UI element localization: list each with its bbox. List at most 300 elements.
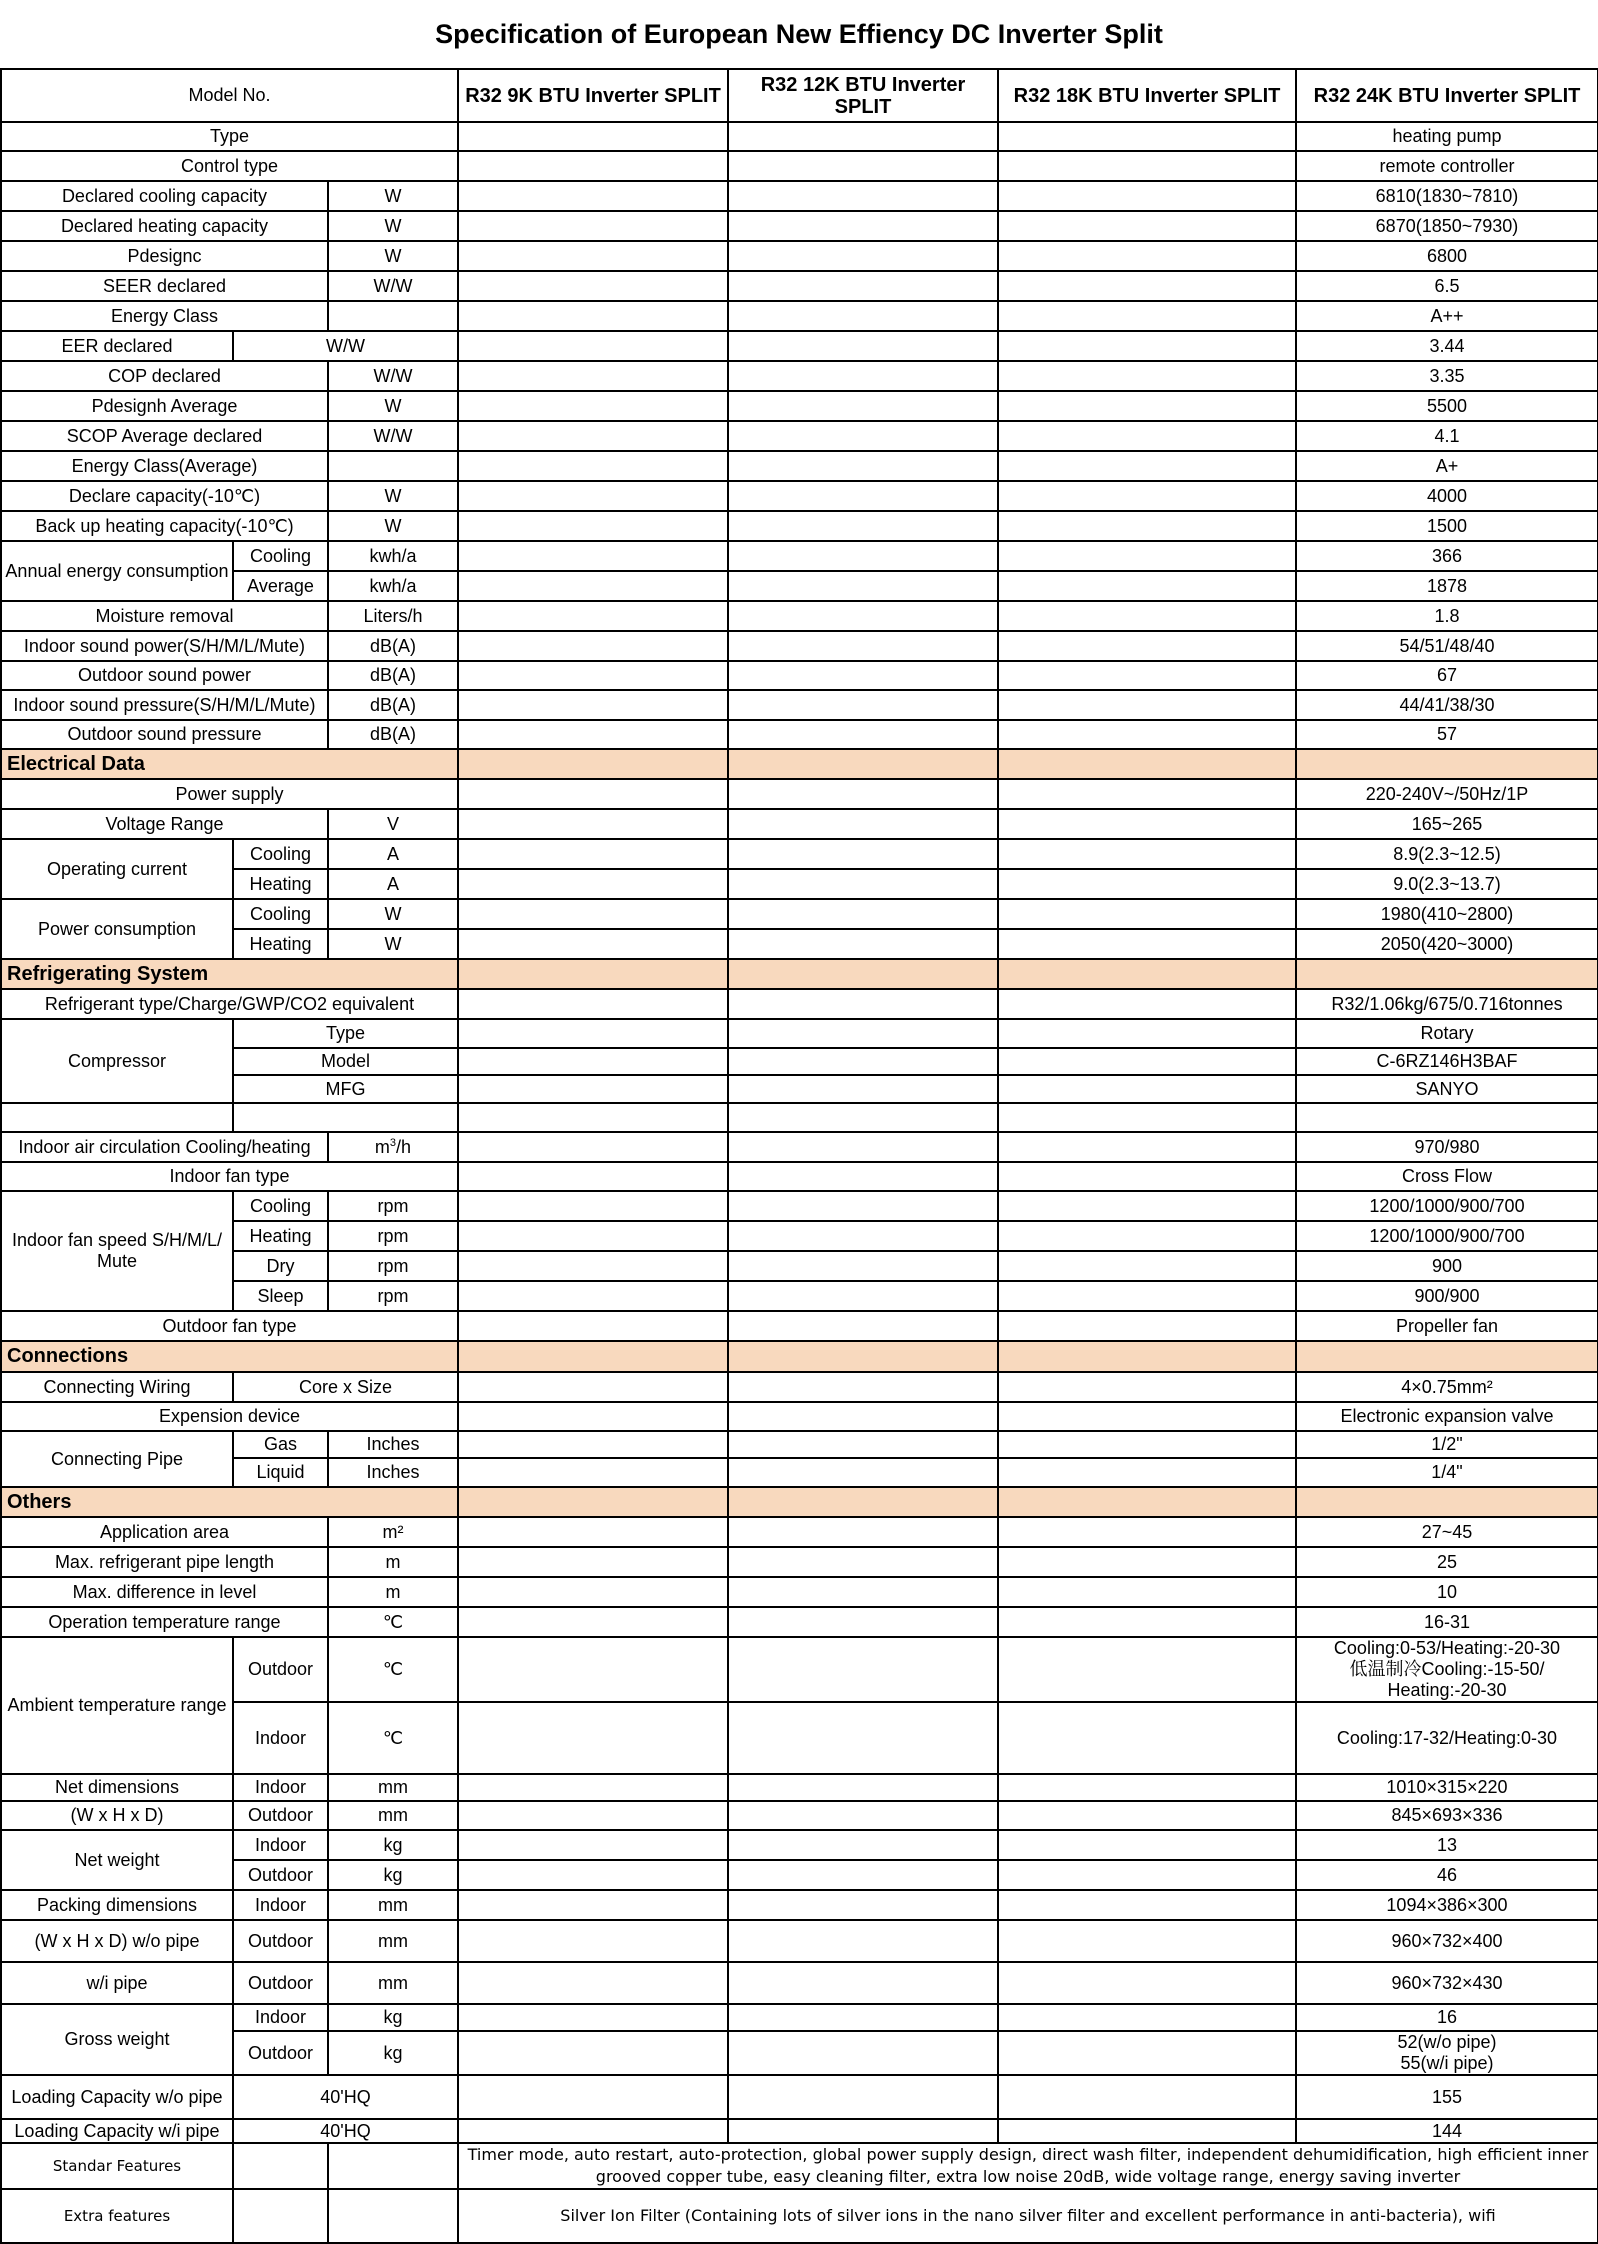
feature-text: Silver Ion Filter (Containing lots of silver ions in the nano silver filter and excellent performance in anti-bacteria), wifi — [458, 2189, 1598, 2243]
spec-row-sleep — [1, 1281, 1598, 1311]
spec-row-control-type — [1, 151, 1598, 181]
spec-row-outdoor-sound-pressure — [1, 720, 1598, 749]
row-label: Outdoor sound pressure — [1, 720, 328, 749]
model-header-2: R32 12K BTU Inverter SPLIT — [728, 69, 998, 122]
sub-label: Indoor — [233, 1774, 328, 1801]
model-cell-empty — [458, 1191, 728, 1221]
model-cell-empty — [728, 749, 998, 779]
model-cell-empty — [998, 601, 1296, 631]
model-cell-empty — [728, 809, 998, 839]
unit-cell: mm — [328, 1774, 458, 1801]
unit-cell: ℃ — [328, 1702, 458, 1774]
model-cell-empty — [998, 1702, 1296, 1774]
unit-cell: 40'HQ — [233, 2119, 458, 2143]
value-24k: 5500 — [1296, 391, 1598, 421]
unit-cell: Inches — [328, 1431, 458, 1458]
unit-cell: dB(A) — [328, 631, 458, 661]
model-cell-empty — [998, 1458, 1296, 1487]
model-cell-empty — [728, 1402, 998, 1431]
unit-cell: rpm — [328, 1191, 458, 1221]
value-24k: Cooling:0-53/Heating:-20-30 低温制冷Cooling:-15-50/ Heating:-20-30 — [1296, 1637, 1598, 1702]
spec-table — [0, 68, 1598, 2244]
unit-cell: Inches — [328, 1458, 458, 1487]
model-cell-empty — [458, 1431, 728, 1458]
row-label: EER declared — [1, 331, 233, 361]
sub-label: Outdoor — [233, 2031, 328, 2075]
blank-cell — [233, 2143, 328, 2189]
spec-row-moisture-removal — [1, 601, 1598, 631]
model-cell-empty — [458, 1860, 728, 1890]
model-cell-empty — [728, 899, 998, 929]
row-label: Power supply — [1, 779, 458, 809]
sub-label: Outdoor — [233, 1962, 328, 2004]
spec-row-indoor-sound-power-s-h-m-l-mute — [1, 631, 1598, 661]
row-label: COP declared — [1, 361, 328, 391]
row-label: Control type — [1, 151, 458, 181]
model-cell-empty — [728, 2119, 998, 2143]
model-cell-empty — [458, 1103, 728, 1132]
model-cell-empty — [728, 1221, 998, 1251]
spec-row-max-difference-in-level — [1, 1577, 1598, 1607]
value-24k: 8.9(2.3~12.5) — [1296, 839, 1598, 869]
sub-label: Outdoor — [233, 1637, 328, 1702]
spec-row-average — [1, 571, 1598, 601]
spec-row-power-supply — [1, 779, 1598, 809]
model-cell-empty — [998, 1221, 1296, 1251]
row-label: Type — [1, 122, 458, 151]
spec-row-type — [1, 122, 1598, 151]
unit-cell — [328, 1132, 458, 1162]
model-cell-empty — [728, 1607, 998, 1637]
model-cell-empty — [728, 720, 998, 749]
spec-row-pdesignc — [1, 241, 1598, 271]
model-cell-empty — [998, 989, 1296, 1019]
value-24k: 1010×315×220 — [1296, 1774, 1598, 1801]
model-cell-empty — [458, 1251, 728, 1281]
model-cell-empty — [458, 122, 728, 151]
model-cell-empty — [998, 451, 1296, 481]
model-cell-empty — [998, 571, 1296, 601]
model-cell-empty — [458, 2031, 728, 2075]
sub-label: Outdoor — [233, 1920, 328, 1962]
model-cell-empty — [458, 2075, 728, 2119]
blank-cell — [328, 2189, 458, 2243]
unit-cell: W/W — [328, 271, 458, 301]
sub-label: Liquid — [233, 1458, 328, 1487]
model-cell-empty — [998, 779, 1296, 809]
spec-row-application-area — [1, 1517, 1598, 1547]
value-24k: 54/51/48/40 — [1296, 631, 1598, 661]
row-label: Connecting Pipe — [1, 1431, 233, 1487]
model-cell-empty — [998, 1281, 1296, 1311]
value-24k: 366 — [1296, 541, 1598, 571]
model-cell-empty — [728, 1962, 998, 2004]
value-24k: 6810(1830~7810) — [1296, 181, 1598, 211]
row-label: Pdesignc — [1, 241, 328, 271]
model-cell-empty — [998, 1311, 1296, 1341]
value-24k: heating pump — [1296, 122, 1598, 151]
model-cell-empty — [458, 331, 728, 361]
sub-label: Cooling — [233, 839, 328, 869]
value-24k: Cooling:17-32/Heating:0-30 — [1296, 1702, 1598, 1774]
value-24k: 900 — [1296, 1251, 1598, 1281]
model-cell-empty — [998, 899, 1296, 929]
spec-row-loading-capacity-w-i-pipe — [1, 2119, 1598, 2143]
model-cell-empty — [998, 1860, 1296, 1890]
sub-label: Heating — [233, 929, 328, 959]
value-24k: 4000 — [1296, 481, 1598, 511]
model-header-1: R32 9K BTU Inverter SPLIT — [458, 69, 728, 122]
model-cell-empty — [998, 1607, 1296, 1637]
row-label: Indoor sound power(S/H/M/L/Mute) — [1, 631, 328, 661]
spec-row-w-i-pipe — [1, 1962, 1598, 2004]
spec-row-packing-dimensions — [1, 1890, 1598, 1920]
value-24k: 1/2" — [1296, 1431, 1598, 1458]
model-cell-empty — [728, 1577, 998, 1607]
value-24k: C-6RZ146H3BAF — [1296, 1048, 1598, 1075]
model-cell-empty — [728, 1281, 998, 1311]
model-cell-empty — [458, 1702, 728, 1774]
model-cell-empty — [728, 122, 998, 151]
model-cell-empty — [728, 989, 998, 1019]
model-cell-empty — [458, 1311, 728, 1341]
sub-label: Dry — [233, 1251, 328, 1281]
model-cell-empty — [458, 1547, 728, 1577]
model-header-4: R32 24K BTU Inverter SPLIT — [1296, 69, 1598, 122]
model-cell-empty — [728, 181, 998, 211]
model-cell-empty — [458, 1132, 728, 1162]
row-label: Ambient temperature range — [1, 1637, 233, 1774]
row-label: Indoor air circulation Cooling/heating — [1, 1132, 328, 1162]
model-cell-empty — [998, 541, 1296, 571]
model-cell-empty — [998, 122, 1296, 151]
unit-cell — [328, 451, 458, 481]
row-label: Loading Capacity w/i pipe — [1, 2119, 233, 2143]
value-24k: 144 — [1296, 2119, 1598, 2143]
model-cell-empty — [998, 1547, 1296, 1577]
spec-row-outdoor-sound-power — [1, 661, 1598, 690]
row-label: Energy Class(Average) — [1, 451, 328, 481]
value-24k: Propeller fan — [1296, 1311, 1598, 1341]
row-label: SEER declared — [1, 271, 328, 301]
model-cell-empty — [728, 1702, 998, 1774]
model-cell-empty — [998, 631, 1296, 661]
page-title: Specification of European New Effiency DC Inverter Split — [435, 19, 1163, 49]
sub-label: Cooling — [233, 1191, 328, 1221]
model-cell-empty — [728, 1920, 998, 1962]
model-cell-empty — [728, 1458, 998, 1487]
row-label: w/i pipe — [1, 1962, 233, 2004]
blank-cell — [233, 1103, 458, 1132]
spec-row-outdoor-fan-type — [1, 1311, 1598, 1341]
unit-cell: mm — [328, 1890, 458, 1920]
model-cell-empty — [728, 1801, 998, 1830]
model-cell-empty — [458, 661, 728, 690]
value-24k: 1980(410~2800) — [1296, 899, 1598, 929]
model-cell-empty — [998, 151, 1296, 181]
model-cell-empty — [998, 271, 1296, 301]
spec-row-heating — [1, 929, 1598, 959]
row-label: Max. difference in level — [1, 1577, 328, 1607]
value-24k: 1/4" — [1296, 1458, 1598, 1487]
model-cell-empty — [728, 421, 998, 451]
unit-cell: W — [328, 391, 458, 421]
unit-cell: W — [328, 211, 458, 241]
row-label: Operation temperature range — [1, 1607, 328, 1637]
unit-cell: dB(A) — [328, 661, 458, 690]
model-cell-empty — [458, 720, 728, 749]
spec-row-liquid — [1, 1458, 1598, 1487]
row-label: Application area — [1, 1517, 328, 1547]
unit-cell: ℃ — [328, 1637, 458, 1702]
model-cell-empty — [728, 1103, 998, 1132]
model-cell-empty — [728, 1487, 998, 1517]
row-label: Voltage Range — [1, 809, 328, 839]
model-cell-empty — [998, 1162, 1296, 1191]
unit-cell: A — [328, 839, 458, 869]
row-label: Declare capacity(-10℃) — [1, 481, 328, 511]
model-cell-empty — [728, 1637, 998, 1702]
model-cell-empty — [728, 601, 998, 631]
model-cell-empty — [728, 151, 998, 181]
spec-row-expension-device — [1, 1402, 1598, 1431]
model-cell-empty — [728, 1251, 998, 1281]
spec-row-energy-class-average — [1, 451, 1598, 481]
model-cell-empty — [998, 241, 1296, 271]
unit-cell: rpm — [328, 1221, 458, 1251]
value-24k: 57 — [1296, 720, 1598, 749]
row-label: Net weight — [1, 1830, 233, 1890]
model-cell-empty — [998, 1019, 1296, 1048]
value-24k: A++ — [1296, 301, 1598, 331]
value-24k: 16 — [1296, 2004, 1598, 2031]
model-cell-empty — [458, 511, 728, 541]
model-cell-empty — [458, 1890, 728, 1920]
row-label: SCOP Average declared — [1, 421, 328, 451]
model-cell-empty — [998, 511, 1296, 541]
model-cell-empty — [998, 1487, 1296, 1517]
unit-cell: m² — [328, 1517, 458, 1547]
unit-cell: dB(A) — [328, 690, 458, 720]
model-cell-empty — [458, 361, 728, 391]
model-cell-empty — [998, 1251, 1296, 1281]
spec-row-eer-declared — [1, 331, 1598, 361]
model-cell-empty — [998, 1132, 1296, 1162]
row-label: Extra features — [1, 2189, 233, 2243]
spec-row-voltage-range — [1, 809, 1598, 839]
value-24k: 1200/1000/900/700 — [1296, 1191, 1598, 1221]
model-cell-empty — [998, 361, 1296, 391]
model-cell-empty — [728, 929, 998, 959]
value-24k: 165~265 — [1296, 809, 1598, 839]
model-cell-empty — [458, 1774, 728, 1801]
model-cell-empty — [728, 331, 998, 361]
model-cell-empty — [458, 571, 728, 601]
spec-row-energy-class — [1, 301, 1598, 331]
row-label: Moisture removal — [1, 601, 328, 631]
model-cell-empty — [998, 2119, 1296, 2143]
model-cell-empty — [728, 2004, 998, 2031]
model-cell-empty — [458, 451, 728, 481]
model-cell-empty — [728, 391, 998, 421]
sub-label: Cooling — [233, 541, 328, 571]
model-cell-empty — [998, 2004, 1296, 2031]
spec-row-w-x-h-x-d — [1, 1801, 1598, 1830]
spec-row-connecting-wiring — [1, 1372, 1598, 1402]
row-label: Net dimensions — [1, 1774, 233, 1801]
model-cell-empty — [998, 690, 1296, 720]
model-cell-empty — [728, 1547, 998, 1577]
model-cell-empty — [728, 839, 998, 869]
spec-row-outdoor — [1, 2031, 1598, 2075]
value-24k: 6800 — [1296, 241, 1598, 271]
value-24k: 9.0(2.3~13.7) — [1296, 869, 1598, 899]
row-label: Refrigerant type/Charge/GWP/CO2 equivalent — [1, 989, 458, 1019]
model-cell-empty — [458, 1458, 728, 1487]
value-24k: 3.44 — [1296, 331, 1598, 361]
model-cell-empty — [728, 1431, 998, 1458]
row-label: Expension device — [1, 1402, 458, 1431]
unit-cell: V — [328, 809, 458, 839]
unit-cell: 40'HQ — [233, 2075, 458, 2119]
model-cell-empty — [458, 899, 728, 929]
model-cell-empty — [458, 869, 728, 899]
spec-row-dry — [1, 1251, 1598, 1281]
unit-cell: kg — [328, 2031, 458, 2075]
spec-row-compressor — [1, 1019, 1598, 1048]
model-cell-empty — [458, 929, 728, 959]
section-row-connections — [1, 1341, 1598, 1372]
model-cell-empty — [728, 869, 998, 899]
sub-label: Model — [233, 1048, 458, 1075]
value-24k: 2050(420~3000) — [1296, 929, 1598, 959]
model-cell-empty — [728, 541, 998, 571]
spec-row-heating — [1, 1221, 1598, 1251]
model-cell-empty — [458, 211, 728, 241]
model-cell-empty — [998, 481, 1296, 511]
model-cell-empty — [728, 1890, 998, 1920]
unit-cell: rpm — [328, 1281, 458, 1311]
model-cell-empty — [458, 1281, 728, 1311]
value-24k: 67 — [1296, 661, 1598, 690]
row-label: Max. refrigerant pipe length — [1, 1547, 328, 1577]
value-24k: Electronic expansion valve — [1296, 1402, 1598, 1431]
model-cell-empty — [728, 1341, 998, 1372]
row-label: Back up heating capacity(-10℃) — [1, 511, 328, 541]
unit-cell: kg — [328, 1830, 458, 1860]
model-cell-empty — [998, 391, 1296, 421]
value-24k: 6.5 — [1296, 271, 1598, 301]
unit-cell: W — [328, 929, 458, 959]
value-24k: 4.1 — [1296, 421, 1598, 451]
spec-row-gross-weight — [1, 2004, 1598, 2031]
spec-row-model — [1, 1048, 1598, 1075]
model-cell-empty — [728, 361, 998, 391]
model-cell-empty — [728, 2075, 998, 2119]
spec-row-scop-average-declared — [1, 421, 1598, 451]
spec-row-seer-declared — [1, 271, 1598, 301]
value-24k: 6870(1850~7930) — [1296, 211, 1598, 241]
model-cell-empty — [998, 1962, 1296, 2004]
feature-text: Timer mode, auto restart, auto-protection, global power supply design, direct wash filter, independent dehumidification, high efficient inner grooved copper tube, easy cleaning filter, extra low noise 20dB, wide voltage range, energy saving inverter — [458, 2143, 1598, 2189]
row-label: Indoor sound pressure(S/H/M/L/Mute) — [1, 690, 328, 720]
model-cell-empty — [998, 1402, 1296, 1431]
value-24k: 27~45 — [1296, 1517, 1598, 1547]
model-cell-empty — [728, 511, 998, 541]
model-cell-empty — [458, 839, 728, 869]
model-cell-empty — [998, 2031, 1296, 2075]
value-24k: 44/41/38/30 — [1296, 690, 1598, 720]
model-cell-empty — [728, 1860, 998, 1890]
sub-label: Outdoor — [233, 1860, 328, 1890]
unit-superscript: 3 — [389, 1136, 397, 1149]
model-cell-empty — [458, 1637, 728, 1702]
model-cell-empty — [998, 661, 1296, 690]
spec-row-max-refrigerant-pipe-length — [1, 1547, 1598, 1577]
row-label: Connecting Wiring — [1, 1372, 233, 1402]
model-cell-empty — [998, 869, 1296, 899]
model-cell-empty — [998, 1637, 1296, 1702]
model-cell-empty — [998, 1774, 1296, 1801]
spec-row-heating — [1, 869, 1598, 899]
spec-row-net-weight — [1, 1830, 1598, 1860]
spec-row-indoor — [1, 1702, 1598, 1774]
unit-cell: W — [328, 481, 458, 511]
model-cell-empty — [728, 1019, 998, 1048]
model-cell-empty — [998, 1075, 1296, 1103]
model-cell-empty — [728, 690, 998, 720]
model-cell-empty — [998, 1191, 1296, 1221]
value-24k: 10 — [1296, 1577, 1598, 1607]
value-24k: 960×732×400 — [1296, 1920, 1598, 1962]
sub-label: Indoor — [233, 1702, 328, 1774]
sub-label: Indoor — [233, 1830, 328, 1860]
row-label: Standar Features — [1, 2143, 233, 2189]
value-24k: 845×693×336 — [1296, 1801, 1598, 1830]
model-cell-empty — [998, 1048, 1296, 1075]
value-24k: 155 — [1296, 2075, 1598, 2119]
model-cell-empty — [728, 1774, 998, 1801]
model-cell-empty — [458, 1221, 728, 1251]
model-cell-empty — [998, 2075, 1296, 2119]
row-label: Indoor fan type — [1, 1162, 458, 1191]
value-24k: 52(w/o pipe) 55(w/i pipe) — [1296, 2031, 1598, 2075]
model-cell-empty — [728, 301, 998, 331]
value-24k: A+ — [1296, 451, 1598, 481]
value-24k: SANYO — [1296, 1075, 1598, 1103]
spec-row-refrigerant-type-charge-gwp-co2-equivalent — [1, 989, 1598, 1019]
model-cell-empty — [728, 571, 998, 601]
unit-cell — [328, 301, 458, 331]
model-cell-empty — [458, 541, 728, 571]
model-cell-empty — [728, 1311, 998, 1341]
model-cell-empty — [998, 1372, 1296, 1402]
spec-row-connecting-pipe — [1, 1431, 1598, 1458]
unit-cell: kg — [328, 1860, 458, 1890]
spec-row-extra-features — [1, 2189, 1598, 2243]
row-label: Annual energy consumption — [1, 541, 233, 601]
model-cell-empty — [1296, 1341, 1598, 1372]
value-24k: 960×732×430 — [1296, 1962, 1598, 2004]
row-label: Pdesignh Average — [1, 391, 328, 421]
model-cell-empty — [458, 1830, 728, 1860]
spec-row-back-up-heating-capacity-10 — [1, 511, 1598, 541]
value-24k: R32/1.06kg/675/0.716tonnes — [1296, 989, 1598, 1019]
spec-row-indoor-fan-type — [1, 1162, 1598, 1191]
unit-tail: /h — [396, 1136, 412, 1157]
model-cell-empty — [458, 601, 728, 631]
model-no-label: Model No. — [1, 69, 458, 122]
